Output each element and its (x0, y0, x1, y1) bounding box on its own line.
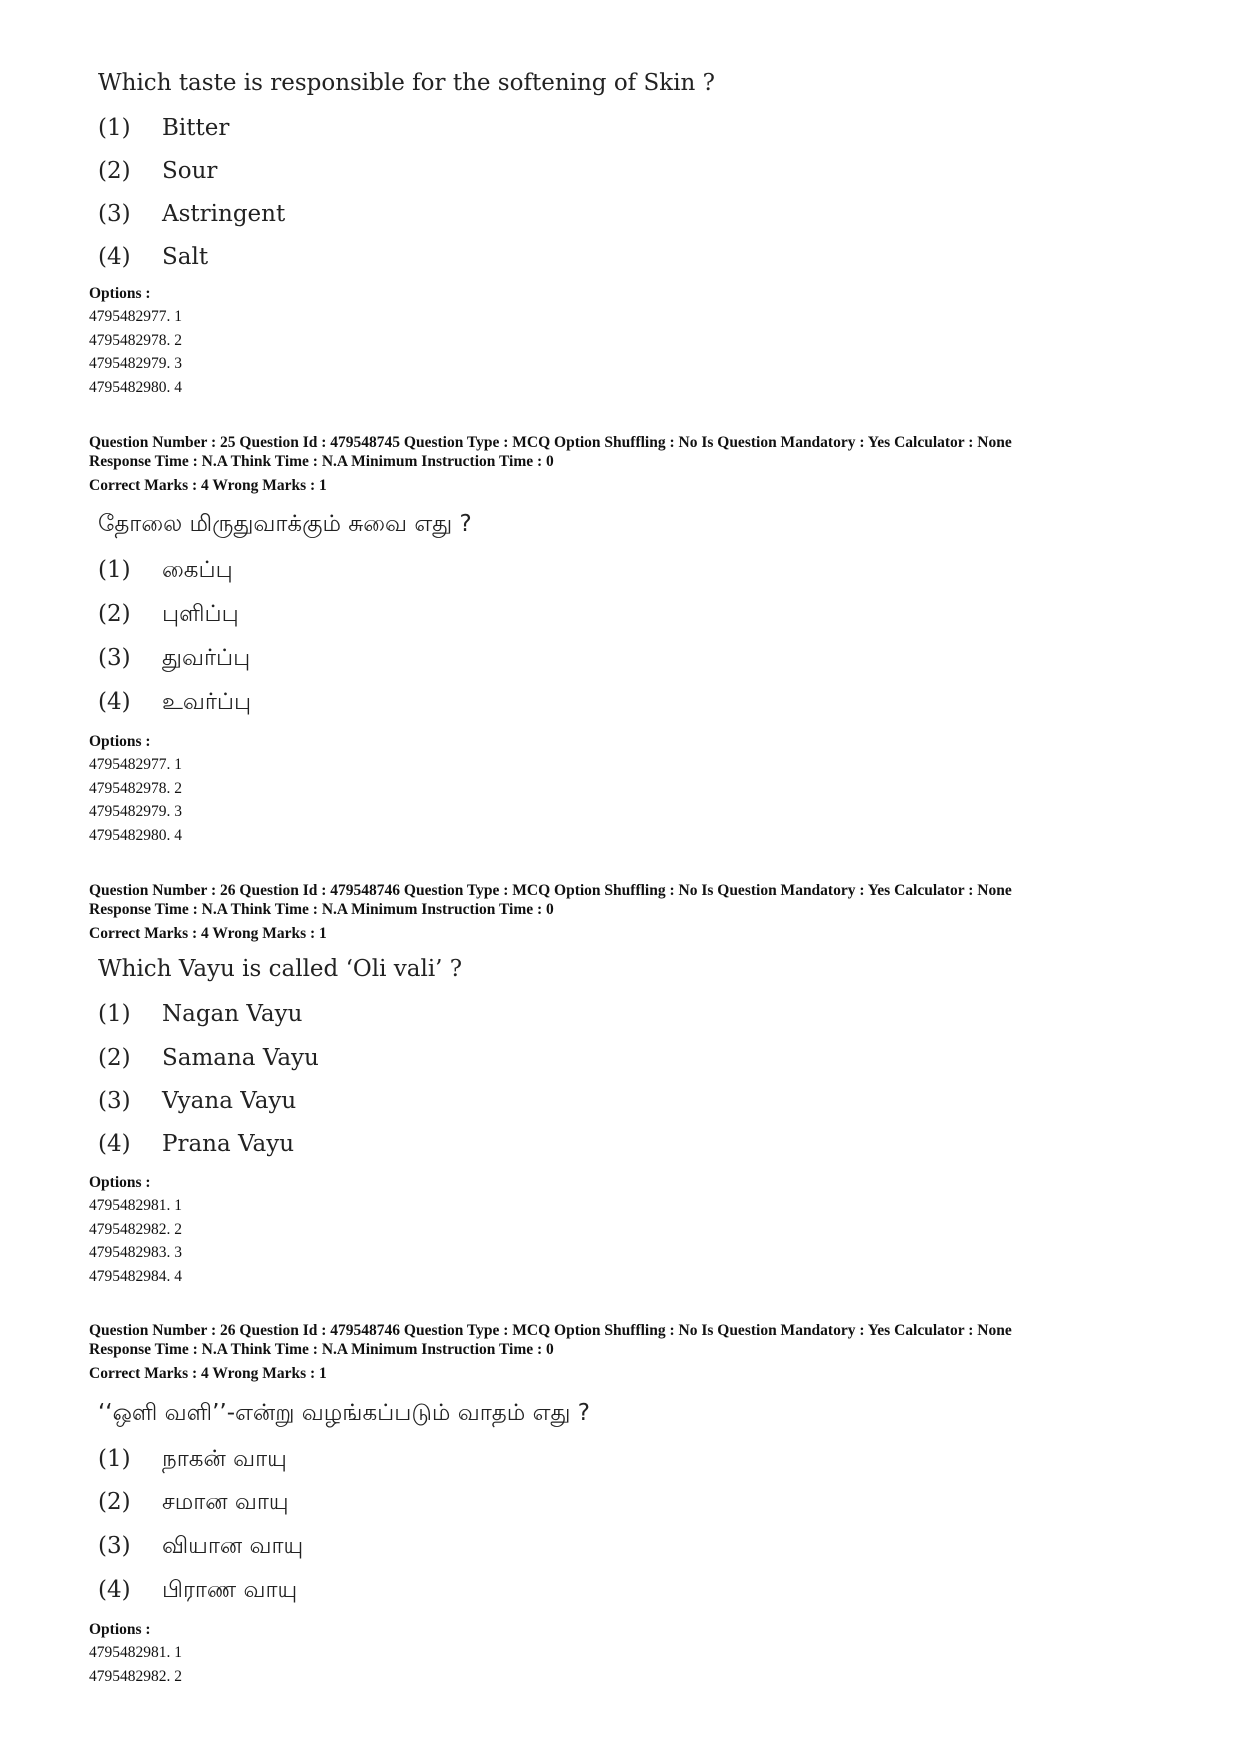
answer-choice (98, 1441, 287, 1477)
options-label: Options : (89, 285, 151, 302)
choice-number: (1) (98, 1446, 131, 1472)
choice-text: சமான வாயு (162, 1489, 289, 1515)
choice-text: Prana Vayu (162, 1131, 295, 1157)
choice-text: உவர்ப்பு (162, 689, 252, 715)
answer-choice (98, 1528, 303, 1564)
options-label: Options : (89, 1174, 151, 1191)
answer-choice (98, 684, 251, 720)
option-id: 4795482981. 1 (89, 1644, 182, 1661)
question-marks: Correct Marks : 4 Wrong Marks : 1 (89, 925, 327, 942)
choice-number: (4) (98, 1131, 131, 1157)
choice-number: (1) (98, 115, 131, 141)
answer-choice (98, 552, 233, 588)
answer-choice (98, 239, 208, 275)
choice-number: (3) (98, 1088, 131, 1114)
option-id: 4795482981. 1 (89, 1197, 182, 1214)
choice-number: (2) (98, 1489, 131, 1515)
answer-choice (98, 110, 229, 146)
answer-choice (98, 153, 217, 189)
question-text: Which Vayu is called ‘Oli vali’ ? (98, 956, 463, 982)
answer-choice (98, 1126, 294, 1162)
choice-text: Bitter (162, 115, 230, 141)
question-marks: Correct Marks : 4 Wrong Marks : 1 (89, 1365, 327, 1382)
choice-number: (4) (98, 1577, 131, 1603)
answer-choice (98, 596, 239, 632)
question-meta: Question Number : 25 Question Id : 479548745 Question Type : MCQ Option Shuffling : No Is Question Mandatory : Yes Calculator : None (89, 434, 1012, 451)
answer-choice (98, 1040, 319, 1076)
option-id: 4795482983. 3 (89, 1244, 182, 1261)
question-timing: Response Time : N.A Think Time : N.A Minimum Instruction Time : 0 (89, 453, 554, 470)
choice-text: பிராண வாயு (162, 1577, 298, 1603)
option-id: 4795482980. 4 (89, 379, 182, 396)
options-label: Options : (89, 1621, 151, 1638)
choice-number: (3) (98, 201, 131, 227)
answer-choice (98, 1484, 289, 1520)
question-timing: Response Time : N.A Think Time : N.A Minimum Instruction Time : 0 (89, 901, 554, 918)
choice-number: (1) (98, 557, 131, 583)
choice-number: (3) (98, 645, 131, 671)
question-text: தோலை மிருதுவாக்கும் சுவை எது ? (98, 511, 472, 537)
choice-number: (3) (98, 1533, 131, 1559)
question-meta: Question Number : 26 Question Id : 479548746 Question Type : MCQ Option Shuffling : No Is Question Mandatory : Yes Calculator : None (89, 1322, 1012, 1339)
options-label: Options : (89, 733, 151, 750)
option-id: 4795482978. 2 (89, 780, 182, 797)
option-id: 4795482982. 2 (89, 1668, 182, 1685)
option-id: 4795482977. 1 (89, 308, 182, 325)
choice-text: Vyana Vayu (162, 1088, 297, 1114)
question-meta: Question Number : 26 Question Id : 479548746 Question Type : MCQ Option Shuffling : No Is Question Mandatory : Yes Calculator : None (89, 882, 1012, 899)
option-id: 4795482979. 3 (89, 803, 182, 820)
answer-choice (98, 1572, 297, 1608)
choice-text: கைப்பு (162, 557, 233, 583)
option-id: 4795482982. 2 (89, 1221, 182, 1238)
choice-text: துவர்ப்பு (162, 645, 251, 671)
answer-choice (98, 196, 285, 232)
choice-number: (2) (98, 158, 131, 184)
choice-number: (4) (98, 244, 131, 270)
answer-choice (98, 640, 250, 676)
choice-number: (1) (98, 1001, 131, 1027)
choice-text: Samana Vayu (162, 1045, 319, 1071)
choice-number: (4) (98, 689, 131, 715)
choice-number: (2) (98, 601, 131, 627)
question-timing: Response Time : N.A Think Time : N.A Minimum Instruction Time : 0 (89, 1341, 554, 1358)
option-id: 4795482984. 4 (89, 1268, 182, 1285)
choice-text: நாகன் வாயு (162, 1446, 287, 1472)
option-id: 4795482977. 1 (89, 756, 182, 773)
choice-text: Sour (162, 158, 218, 184)
question-text: ‘‘ஒளி வளி’’-என்று வழங்கப்படும் வாதம் எது ? (98, 1400, 590, 1426)
option-id: 4795482978. 2 (89, 332, 182, 349)
question-marks: Correct Marks : 4 Wrong Marks : 1 (89, 477, 327, 494)
question-text: Which taste is responsible for the softening of Skin ? (98, 70, 716, 96)
option-id: 4795482979. 3 (89, 355, 182, 372)
choice-number: (2) (98, 1045, 131, 1071)
option-id: 4795482980. 4 (89, 827, 182, 844)
answer-choice (98, 1083, 296, 1119)
choice-text: Nagan Vayu (162, 1001, 303, 1027)
choice-text: Salt (162, 244, 209, 270)
choice-text: வியான வாயு (162, 1533, 304, 1559)
answer-choice (98, 996, 302, 1032)
choice-text: Astringent (162, 201, 286, 227)
choice-text: புளிப்பு (162, 601, 239, 627)
